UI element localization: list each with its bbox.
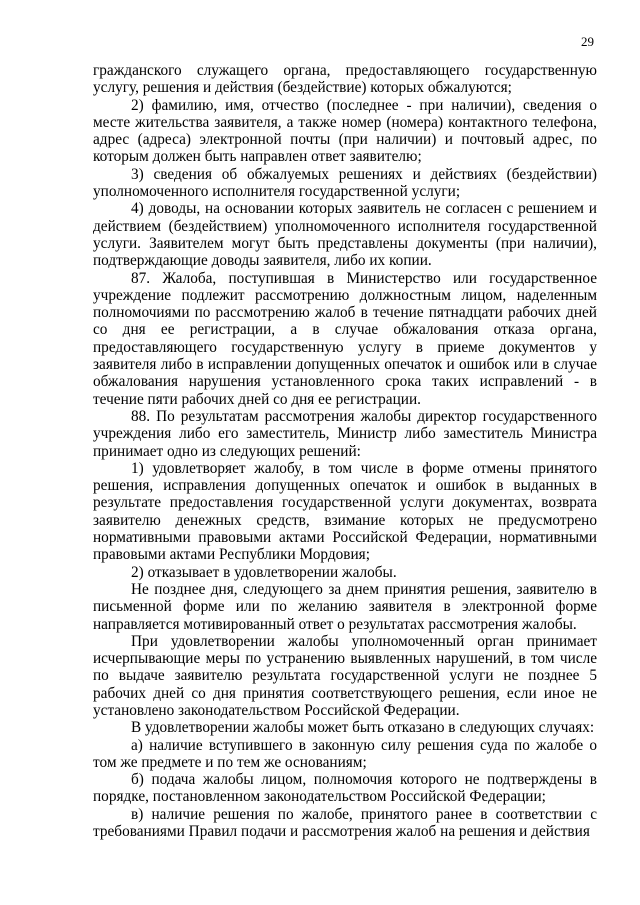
page-number: 29 [581, 34, 594, 49]
paragraph-decision-2: 2) отказывает в удовлетворении жалобы. [131, 563, 397, 581]
paragraph-item-4: 4) доводы, на основании которых заявитель не согласен с решением и действием (бездействием) уполномоченного исполнителя государственной услуги. Заявителем могут быть представлены документы (при наличии), подтверждающие доводы заявителя, либо их копии. [93, 200, 597, 270]
paragraph-refusal-b: б) подача жалобы лицом, полномочия которого не подтверждены в порядке, постановленном законодательством Российской Федерации; [93, 771, 597, 806]
paragraph-87: 87. Жалоба, поступившая в Министерство или государственное учреждение подлежит рассмотрению должностным лицом, наделенным полномочиями по рассмотрению жалоб в течение пятнадцати рабочих дней со дня ее регистрации, а в случае обжалования отказа органа, предоставляющего государственную услугу в приеме документов у заявителя либо в исправлении допущенных опечаток и ошибок или в случае обжалования нарушения установленного срока таких исправлений - в течение пяти рабочих дней со дня ее регистрации. [93, 269, 597, 408]
paragraph-satisfaction-measures: При удовлетворении жалобы уполномоченный орган принимает исчерпывающие меры по устранению выявленных нарушений, в том числе по выдаче заявителю результата государственной услуги не позднее 5 рабочих дней со дня принятия соответствующего решения, если иное не установлено законодательством Российской Федерации. [93, 632, 597, 719]
paragraph-decision-1: 1) удовлетворяет жалобу, в том числе в форме отмены принятого решения, исправления допущенных опечаток и ошибок в выданных в результате предоставления государственной услуги документах, возврата заявителю денежных средств, взимание которых не предусмотрено нормативными правовыми актами Российской Федерации, нормативными правовыми актами Республики Мордовия; [93, 459, 597, 564]
paragraph-response-deadline: Не позднее дня, следующего за днем принятия решения, заявителю в письменной форме или по желанию заявителя в электронной форме направляется мотивированный ответ о результатах рассмотрения жалобы. [93, 580, 597, 633]
paragraph-refusal-cases: В удовлетворении жалобы может быть отказано в следующих случаях: [131, 719, 595, 737]
paragraph-item-2: 2) фамилию, имя, отчество (последнее - при наличии), сведения о месте жительства заявителя, а также номер (номера) контактного телефона, адрес (адреса) электронной почты (при наличии) и почтовый адрес, по которым должен быть направлен ответ заявителю; [93, 96, 597, 166]
paragraph-continuation: гражданского служащего органа, предоставляющего государственную услугу, решения и действия (бездействие) которых обжалуются; [93, 62, 597, 97]
paragraph-refusal-c: в) наличие решения по жалобе, принятого ранее в соответствии с требованиями Правил подачи и рассмотрения жалоб на решения и действия [93, 805, 597, 841]
paragraph-refusal-a: а) наличие вступившего в законную силу решения суда по жалобе о том же предмете и по тем же основаниям; [93, 736, 597, 771]
paragraph-item-3: 3) сведения об обжалуемых решениях и действиях (бездействии) уполномоченного исполнителя государственной услуги; [93, 165, 597, 201]
paragraph-88: 88. По результатам рассмотрения жалобы директор государственного учреждения либо его заместитель, Министр либо заместитель Министра принимает одно из следующих решений: [93, 407, 597, 460]
document-body [93, 62, 597, 840]
